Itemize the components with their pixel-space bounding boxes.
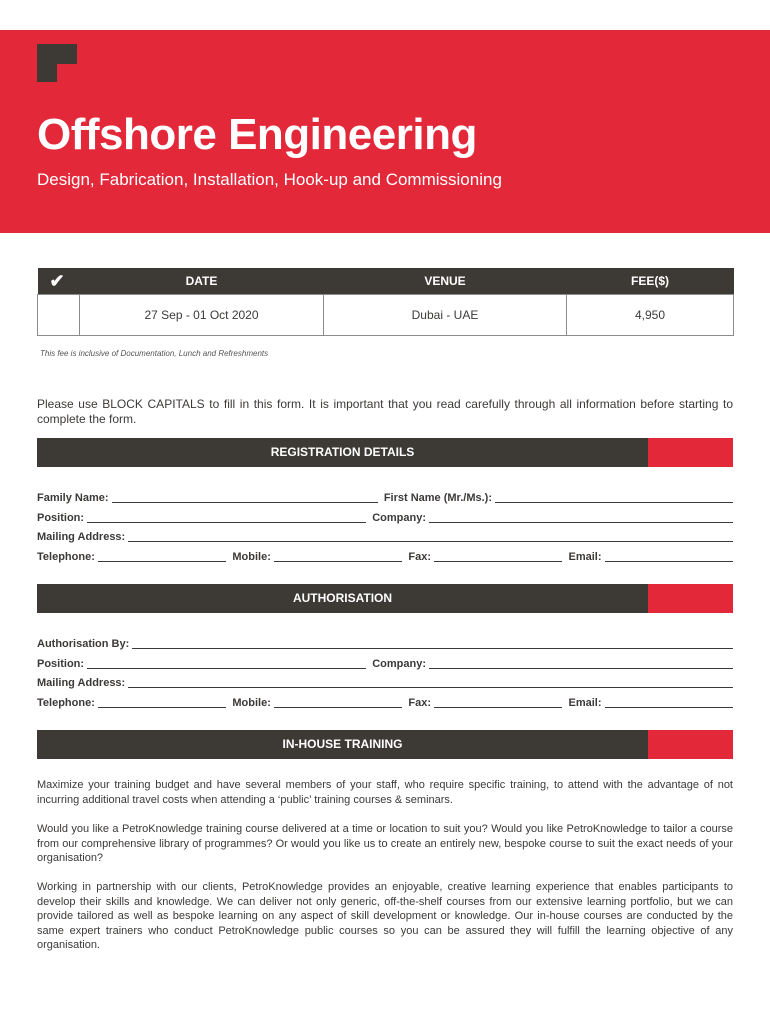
table-row: [38, 295, 734, 336]
inhouse-section-header: [37, 730, 733, 759]
authorisation-by-field[interactable]: [132, 638, 733, 649]
authorisation-by-label: Authorisation By:: [37, 638, 130, 650]
registration-section-header: [37, 438, 733, 467]
inhouse-paragraph-1: Maximize your training budget and have several members of your staff, who require specific training, to attend with the advantage of not incurring additional travel costs when attending a ‘public’ training courses & seminars.: [37, 779, 733, 806]
auth-company-field[interactable]: [429, 658, 733, 669]
section-accent: [648, 730, 733, 759]
authorisation-row-position: [37, 656, 733, 670]
telephone-label: Telephone:: [37, 551, 95, 563]
inhouse-title: IN-HOUSE TRAINING: [282, 737, 403, 751]
auth-email-label: Email:: [568, 697, 602, 709]
auth-fax-label: Fax:: [408, 697, 431, 709]
mobile-label: Mobile:: [232, 551, 271, 563]
first-name-label: First Name (Mr./Ms.):: [383, 492, 492, 504]
registration-row-names: [37, 490, 733, 504]
company-field[interactable]: [429, 512, 733, 523]
auth-email-field[interactable]: [605, 697, 734, 708]
family-name-field[interactable]: [112, 492, 378, 503]
mobile-field[interactable]: [274, 551, 403, 562]
section-accent: [648, 584, 733, 613]
registration-row-position: [37, 510, 733, 524]
authorisation-row-by: [37, 636, 733, 650]
section-accent: [648, 438, 733, 467]
fax-field[interactable]: [434, 551, 563, 562]
telephone-field[interactable]: [98, 551, 227, 562]
authorisation-row-contact: [37, 695, 733, 709]
date-column-header: DATE: [80, 268, 324, 295]
position-label: Position:: [37, 512, 85, 524]
mailing-address-label: Mailing Address:: [37, 531, 126, 543]
email-label: Email:: [568, 551, 602, 563]
authorisation-section-header: [37, 584, 733, 613]
email-field[interactable]: [605, 551, 734, 562]
mailing-address-field[interactable]: [128, 531, 733, 542]
position-field[interactable]: [87, 512, 366, 523]
date-cell: 27 Sep - 01 Oct 2020: [80, 295, 324, 336]
fax-label: Fax:: [408, 551, 431, 563]
inhouse-paragraph-3: Working in partnership with our clients, PetroKnowledge provides an enjoyable, creative learning experience that enables participants to develop their skills and knowledge. We can deliver not only generic, off-the-shelf courses from our extensive learning portfolio, but we can provide tailored as well as bespoke learning on any aspect of skill development or knowledge. Our in-house courses are conducted by the same expert trainers who conduct PetroKnowledge public courses so you can be assured they will fulfill the learning objective of any organisation.: [37, 881, 733, 951]
course-select-checkbox[interactable]: [38, 295, 80, 336]
page-subtitle: Design, Fabrication, Installation, Hook-up and Commissioning: [37, 170, 502, 189]
fee-note: This fee is inclusive of Documentation, Lunch and Refreshments: [40, 349, 269, 358]
auth-telephone-label: Telephone:: [37, 697, 95, 709]
fee-cell: 4,950: [567, 295, 734, 336]
auth-mobile-field[interactable]: [274, 697, 403, 708]
family-name-label: Family Name:: [37, 492, 109, 504]
registration-row-contact: [37, 549, 733, 563]
auth-position-field[interactable]: [87, 658, 366, 669]
checkmark-icon: ✔: [38, 268, 80, 295]
auth-mailing-address-field[interactable]: [128, 677, 733, 688]
authorisation-row-address: [37, 675, 733, 689]
auth-company-label: Company:: [372, 658, 426, 670]
auth-mailing-address-label: Mailing Address:: [37, 677, 126, 689]
authorisation-title: AUTHORISATION: [292, 591, 393, 605]
inhouse-paragraph-2: Would you like a PetroKnowledge training course delivered at a time or location to suit you? Would you like PetroKnowledge to tailor a course from our comprehensive library of programmes? Or would you like us to create an entirely new, bespoke course to suit the exact needs of your organisation?: [37, 823, 733, 864]
venue-cell: Dubai - UAE: [324, 295, 567, 336]
auth-fax-field[interactable]: [434, 697, 563, 708]
auth-mobile-label: Mobile:: [232, 697, 271, 709]
page-title: Offshore Engineering: [37, 110, 477, 159]
schedule-header-row: [38, 268, 734, 295]
company-label: Company:: [372, 512, 426, 524]
brand-logo-icon: [37, 44, 77, 82]
venue-column-header: VENUE: [324, 268, 567, 295]
first-name-field[interactable]: [495, 492, 733, 503]
auth-telephone-field[interactable]: [98, 697, 227, 708]
fee-column-header: FEE($): [567, 268, 734, 295]
hero-banner: [0, 30, 770, 233]
registration-row-address: [37, 529, 733, 543]
schedule-table: [37, 268, 734, 336]
intro-text: Please use BLOCK CAPITALS to fill in this form. It is important that you read carefully through all information before starting to complete the form.: [37, 397, 733, 426]
auth-position-label: Position:: [37, 658, 85, 670]
registration-title: REGISTRATION DETAILS: [270, 445, 415, 459]
